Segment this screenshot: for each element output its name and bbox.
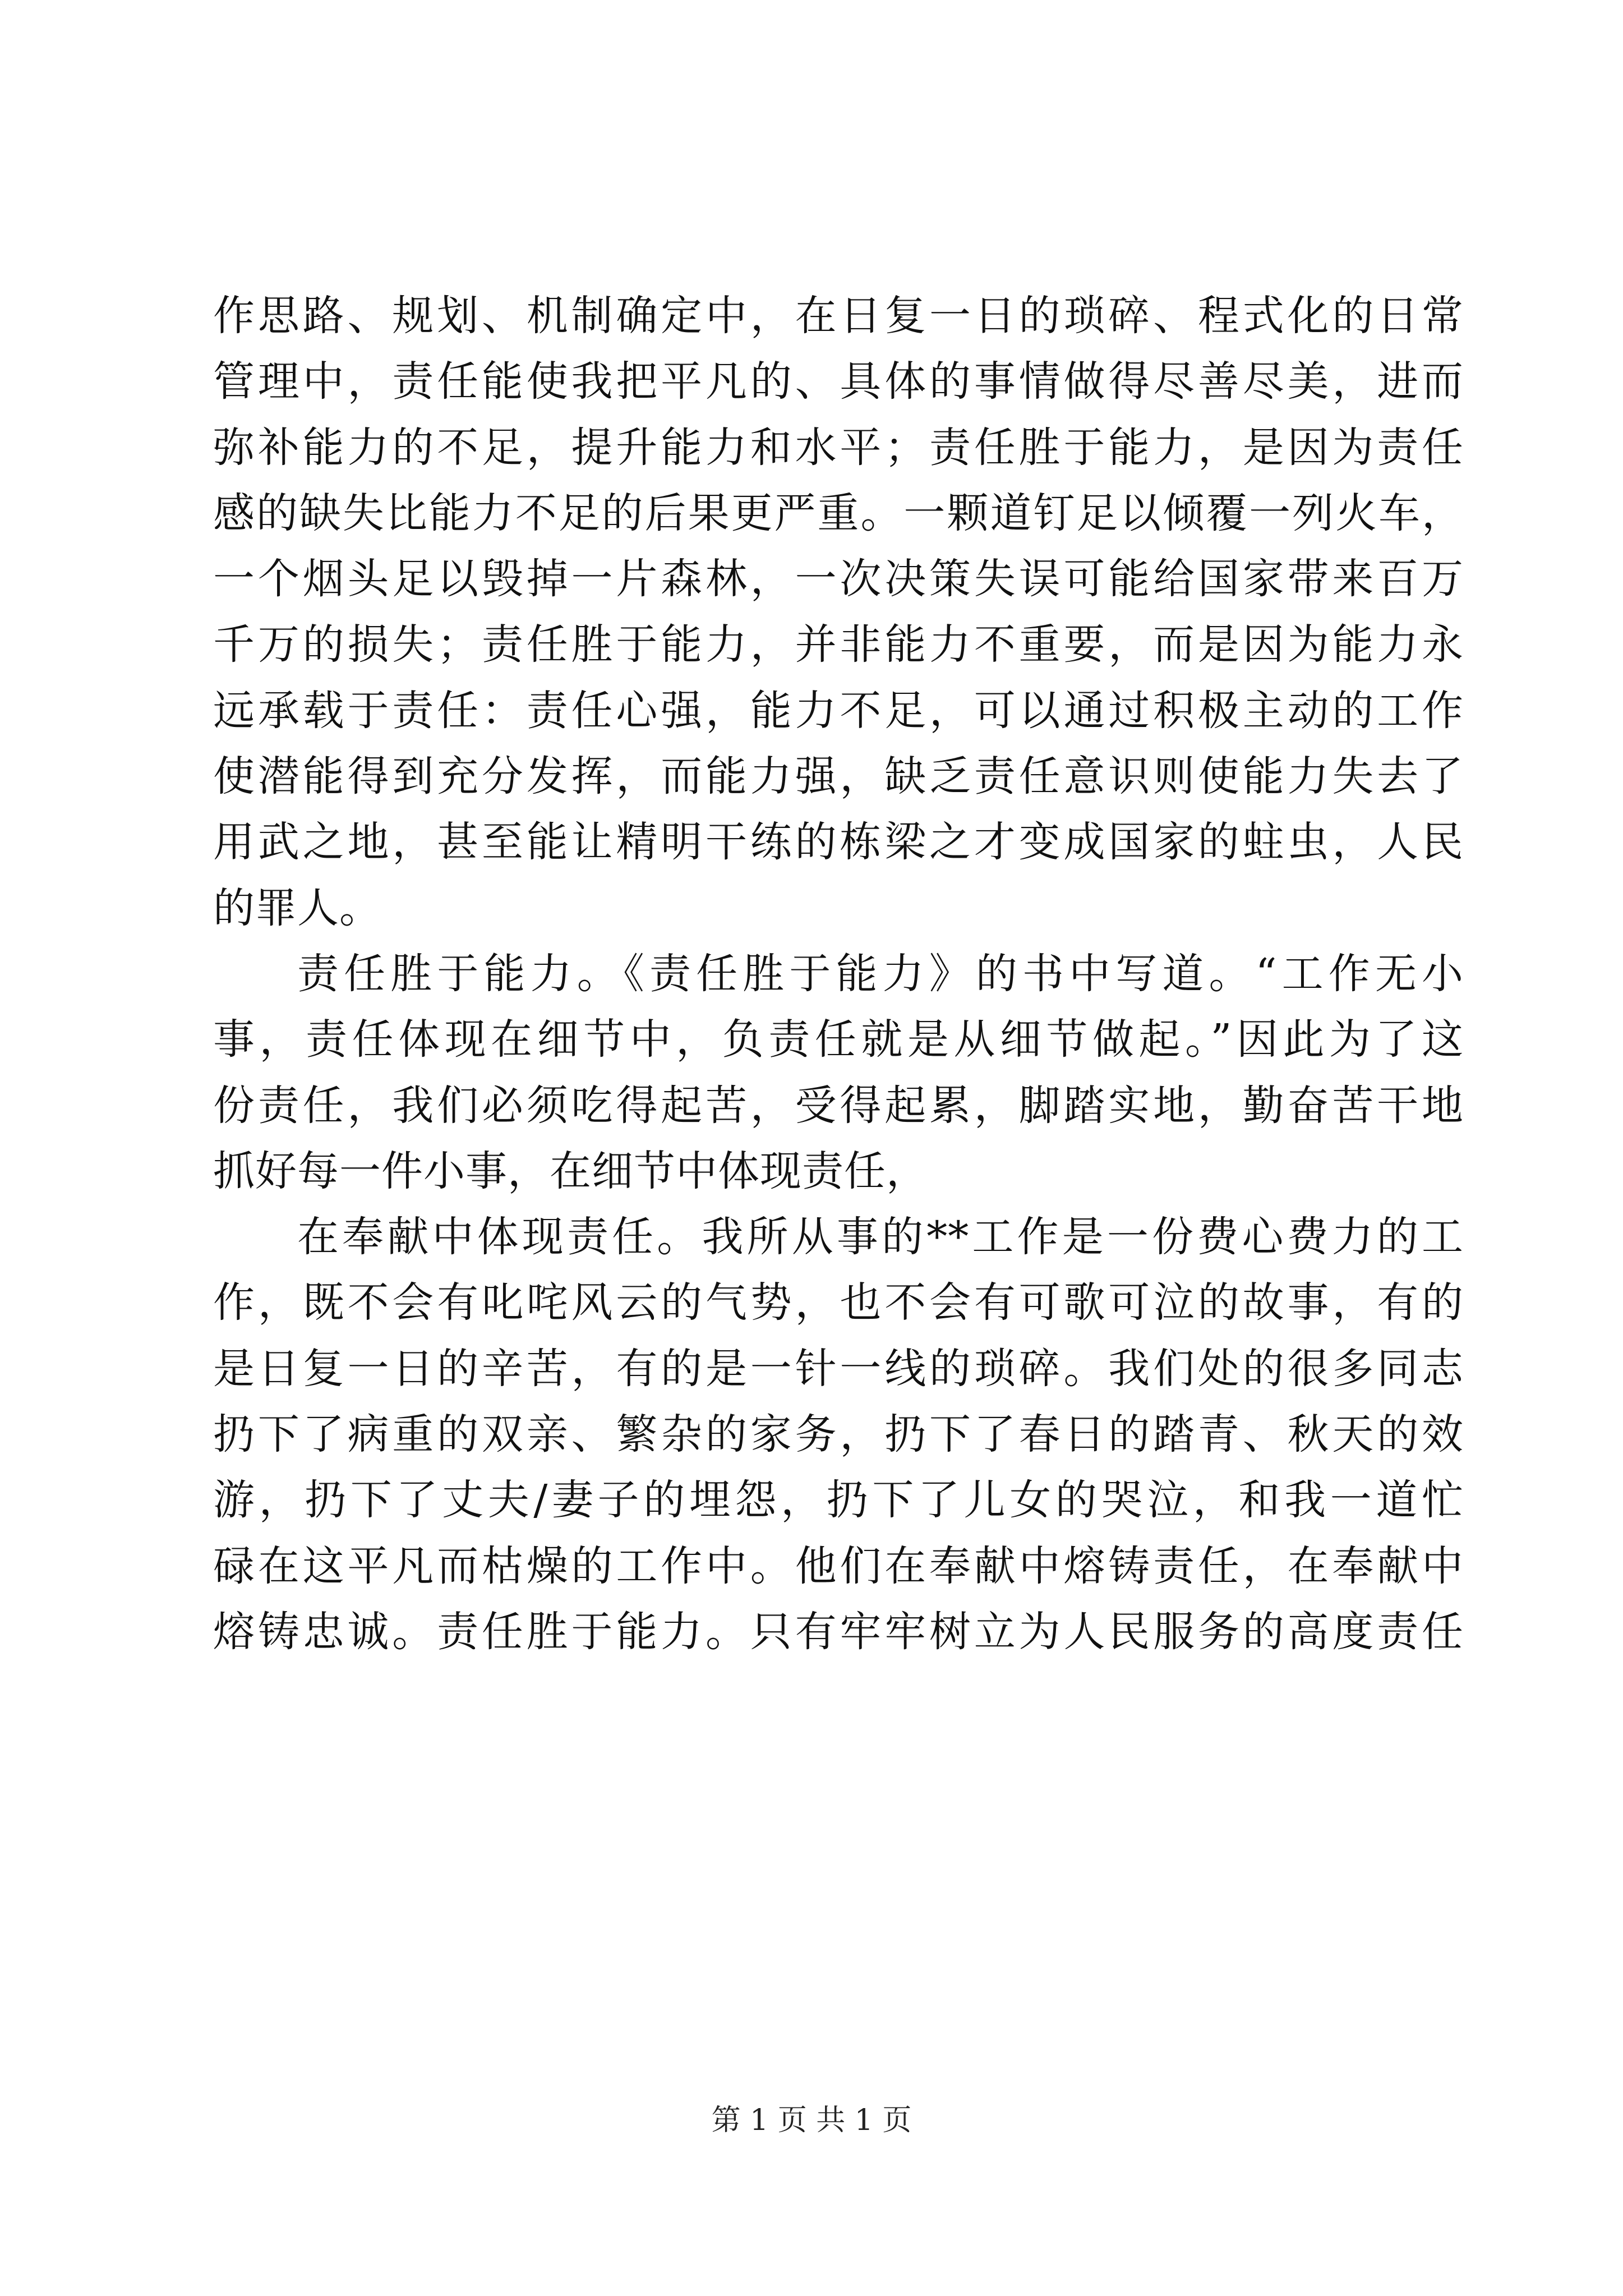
text-line: 远承载于责任：责任心强，能力不足，可以通过积极主动的工作 [213,686,1464,735]
text-line: 熔铸忠诚。责任胜于能力。只有牢牢树立为人民服务的高度责任 [213,1607,1464,1656]
text-line: 作思路、规划、机制确定中，在日复一日的琐碎、程式化的日常 [213,292,1464,340]
page-number-footer: 第 1 页 共 1 页 [711,2104,912,2137]
text-line: 感的缺失比能力不足的后果更严重。一颗道钉足以倾覆一列火车， [213,489,1464,537]
text-line: 是日复一日的辛苦，有的是一针一线的琐碎。我们处的很多同志 [213,1344,1464,1393]
text-line: 的罪人。 [213,884,381,932]
text-line: 抓好每一件小事，在细节中体现责任， [213,1147,928,1195]
text-line: 弥补能力的不足，提升能力和水平；责任胜于能力，是因为责任 [213,423,1464,472]
text-line: 用武之地，甚至能让精明干练的栋梁之才变成国家的蛀虫，人民 [213,818,1464,867]
text-line: 碌在这平凡而枯燥的工作中。他们在奉献中熔铸责任，在奉献中 [213,1542,1464,1590]
paragraph-start-line: 在奉献中体现责任。我所从事的**工作是一份费心费力的工 [297,1213,1464,1262]
text-line: 一个烟头足以毁掉一片森林，一次决策失误可能给国家带来百万 [213,555,1464,604]
text-line: 管理中，责任能使我把平凡的、具体的事情做得尽善尽美，进而 [213,357,1464,406]
paragraph-start-line: 责任胜于能力。《责任胜于能力》的书中写道。“工作无小 [297,949,1464,998]
text-line: 千万的损失；责任胜于能力，并非能力不重要，而是因为能力永 [213,620,1464,669]
text-line: 游，扔下了丈夫/妻子的埋怨，扔下了儿女的哭泣，和我一道忙 [213,1476,1464,1525]
text-line: 扔下了病重的双亲、繁杂的家务，扔下了春日的踏青、秋天的效 [213,1410,1464,1459]
text-line: 使潜能得到充分发挥，而能力强，缺乏责任意识则使能力失去了 [213,752,1464,801]
document-body [213,283,1464,1665]
text-line: 份责任，我们必须吃得起苦，受得起累，脚踏实地，勤奋苦干地 [213,1081,1464,1130]
text-line: 作，既不会有叱咤风云的气势，也不会有可歌可泣的故事，有的 [213,1278,1464,1327]
text-line: 事，责任体现在细节中，负责任就是从细节做起。”因此为了这 [213,1015,1464,1064]
